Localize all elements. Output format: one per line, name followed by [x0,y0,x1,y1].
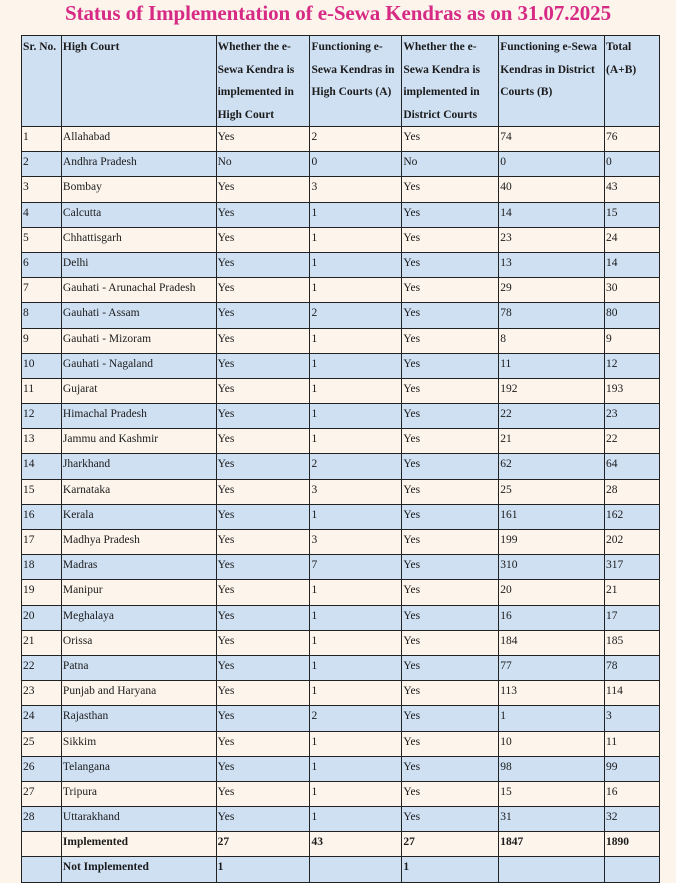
cell-implemented-dc: Yes [402,252,499,277]
cell-functioning-dc: 23 [499,227,605,252]
cell-sr-no: 26 [22,756,62,781]
cell-sr-no: 14 [22,454,62,479]
table-row [22,353,660,378]
table-row [22,152,660,177]
cell-high-court: Uttarakhand [61,807,216,832]
table-row [22,504,660,529]
summary-cell-implemented-dc: 27 [402,832,499,857]
cell-functioning-dc: 0 [499,152,605,177]
cell-functioning-dc: 21 [499,429,605,454]
cell-sr-no: 7 [22,278,62,303]
table-row [22,756,660,781]
cell-total: 9 [605,328,660,353]
cell-functioning-hc: 1 [310,681,402,706]
header-sr-no: Sr. No. [22,36,62,127]
header-functioning-dc: Functioning e-Sewa Kendras in District Courts (B) [499,36,605,127]
cell-implemented-dc: Yes [402,479,499,504]
cell-sr-no: 13 [22,429,62,454]
summary-row-implemented [22,832,660,857]
cell-total: 43 [605,177,660,202]
cell-high-court: Rajasthan [61,706,216,731]
cell-implemented-hc: Yes [216,454,310,479]
cell-implemented-dc: Yes [402,706,499,731]
cell-total: 0 [605,152,660,177]
cell-sr-no: 20 [22,605,62,630]
cell-high-court: Punjab and Haryana [61,681,216,706]
cell-implemented-dc: Yes [402,731,499,756]
cell-functioning-dc: 77 [499,655,605,680]
cell-implemented-hc: Yes [216,555,310,580]
cell-sr-no: 1 [22,127,62,152]
cell-functioning-dc: 98 [499,756,605,781]
table-row [22,681,660,706]
cell-total: 114 [605,681,660,706]
cell-implemented-dc: Yes [402,227,499,252]
cell-functioning-hc: 2 [310,127,402,152]
cell-functioning-hc: 1 [310,227,402,252]
cell-implemented-dc: Yes [402,781,499,806]
table-row [22,605,660,630]
cell-functioning-dc: 1 [499,706,605,731]
cell-functioning-hc: 1 [310,378,402,403]
cell-high-court: Allahabad [61,127,216,152]
cell-high-court: Chhattisgarh [61,227,216,252]
cell-total: 99 [605,756,660,781]
cell-functioning-hc: 1 [310,580,402,605]
table-row [22,177,660,202]
cell-total: 17 [605,605,660,630]
cell-total: 185 [605,630,660,655]
e-sewa-status-table [21,35,660,883]
table-row [22,429,660,454]
cell-high-court: Madras [61,555,216,580]
cell-sr-no: 11 [22,378,62,403]
table-row [22,807,660,832]
cell-total: 28 [605,479,660,504]
cell-implemented-hc: Yes [216,202,310,227]
cell-implemented-hc: Yes [216,655,310,680]
cell-total: 193 [605,378,660,403]
cell-sr-no: 21 [22,630,62,655]
cell-total: 14 [605,252,660,277]
cell-total: 78 [605,655,660,680]
cell-sr-no: 4 [22,202,62,227]
cell-functioning-hc: 3 [310,530,402,555]
cell-functioning-dc: 14 [499,202,605,227]
cell-sr-no: 2 [22,152,62,177]
cell-functioning-dc: 113 [499,681,605,706]
cell-high-court: Meghalaya [61,605,216,630]
table-row [22,530,660,555]
cell-implemented-hc: Yes [216,278,310,303]
cell-high-court: Bombay [61,177,216,202]
cell-high-court: Kerala [61,504,216,529]
summary-cell-functioning-hc [310,857,402,882]
cell-total: 22 [605,429,660,454]
cell-functioning-hc: 0 [310,152,402,177]
summary-cell-total [605,857,660,882]
cell-functioning-hc: 1 [310,353,402,378]
cell-functioning-hc: 2 [310,454,402,479]
cell-implemented-hc: Yes [216,127,310,152]
cell-functioning-hc: 1 [310,202,402,227]
cell-implemented-hc: Yes [216,706,310,731]
cell-high-court: Orissa [61,630,216,655]
cell-implemented-dc: Yes [402,454,499,479]
cell-total: 21 [605,580,660,605]
cell-sr-no: 6 [22,252,62,277]
table-row [22,655,660,680]
cell-high-court: Jharkhand [61,454,216,479]
cell-high-court: Calcutta [61,202,216,227]
table-row [22,202,660,227]
cell-total: 317 [605,555,660,580]
cell-implemented-hc: Yes [216,429,310,454]
summary-cell-functioning-dc: 1847 [499,832,605,857]
cell-implemented-hc: Yes [216,681,310,706]
cell-sr-no: 18 [22,555,62,580]
cell-high-court: Himachal Pradesh [61,404,216,429]
cell-sr-no: 5 [22,227,62,252]
cell-functioning-dc: 22 [499,404,605,429]
cell-sr-no: 15 [22,479,62,504]
cell-functioning-hc: 3 [310,177,402,202]
cell-sr-no: 28 [22,807,62,832]
cell-functioning-hc: 1 [310,807,402,832]
cell-functioning-hc: 1 [310,781,402,806]
cell-implemented-dc: Yes [402,580,499,605]
cell-implemented-dc: Yes [402,177,499,202]
cell-functioning-hc: 1 [310,655,402,680]
cell-total: 32 [605,807,660,832]
summary-cell-functioning-dc [499,857,605,882]
table-row [22,630,660,655]
cell-implemented-hc: Yes [216,605,310,630]
summary-cell-sr-no [22,832,62,857]
summary-cell-high-court: Not Implemented [61,857,216,882]
cell-total: 12 [605,353,660,378]
cell-implemented-hc: Yes [216,504,310,529]
cell-high-court: Gujarat [61,378,216,403]
header-functioning-hc: Functioning e-Sewa Kendras in High Courts (A) [310,36,402,127]
cell-implemented-hc: Yes [216,303,310,328]
cell-implemented-dc: Yes [402,328,499,353]
cell-functioning-dc: 161 [499,504,605,529]
summary-row-not-implemented [22,857,660,882]
cell-implemented-dc: Yes [402,807,499,832]
table-row [22,127,660,152]
cell-high-court: Jammu and Kashmir [61,429,216,454]
cell-implemented-dc: Yes [402,429,499,454]
cell-functioning-dc: 11 [499,353,605,378]
cell-implemented-hc: Yes [216,404,310,429]
cell-implemented-hc: Yes [216,177,310,202]
cell-functioning-dc: 13 [499,252,605,277]
table-row [22,781,660,806]
cell-implemented-hc: Yes [216,252,310,277]
table-row [22,580,660,605]
cell-functioning-hc: 1 [310,756,402,781]
cell-functioning-dc: 16 [499,605,605,630]
cell-total: 30 [605,278,660,303]
table-row [22,252,660,277]
cell-functioning-hc: 2 [310,706,402,731]
cell-functioning-hc: 1 [310,731,402,756]
cell-functioning-dc: 29 [499,278,605,303]
table-row [22,404,660,429]
cell-implemented-hc: Yes [216,227,310,252]
cell-high-court: Karnataka [61,479,216,504]
cell-total: 80 [605,303,660,328]
cell-functioning-hc: 1 [310,630,402,655]
table-row [22,479,660,504]
cell-total: 202 [605,530,660,555]
cell-total: 15 [605,202,660,227]
table-row [22,555,660,580]
cell-sr-no: 27 [22,781,62,806]
cell-implemented-hc: Yes [216,479,310,504]
cell-functioning-dc: 310 [499,555,605,580]
header-total: Total (A+B) [605,36,660,127]
cell-high-court: Patna [61,655,216,680]
cell-high-court: Manipur [61,580,216,605]
cell-implemented-dc: Yes [402,303,499,328]
cell-implemented-dc: Yes [402,681,499,706]
cell-sr-no: 24 [22,706,62,731]
cell-implemented-dc: Yes [402,555,499,580]
cell-implemented-hc: Yes [216,353,310,378]
cell-implemented-hc: No [216,152,310,177]
cell-implemented-dc: Yes [402,756,499,781]
cell-sr-no: 12 [22,404,62,429]
cell-implemented-hc: Yes [216,731,310,756]
cell-implemented-dc: No [402,152,499,177]
cell-total: 162 [605,504,660,529]
cell-sr-no: 8 [22,303,62,328]
summary-cell-implemented-hc: 27 [216,832,310,857]
header-high-court: High Court [61,36,216,127]
cell-high-court: Andhra Pradesh [61,152,216,177]
cell-sr-no: 19 [22,580,62,605]
cell-sr-no: 23 [22,681,62,706]
cell-implemented-hc: Yes [216,378,310,403]
page-title: Status of Implementation of e-Sewa Kendras as on 31.07.2025 [65,1,611,25]
cell-functioning-dc: 31 [499,807,605,832]
cell-total: 76 [605,127,660,152]
table-row [22,731,660,756]
cell-functioning-hc: 3 [310,479,402,504]
cell-functioning-hc: 1 [310,605,402,630]
cell-functioning-dc: 62 [499,454,605,479]
cell-implemented-dc: Yes [402,202,499,227]
cell-total: 23 [605,404,660,429]
cell-high-court: Delhi [61,252,216,277]
summary-cell-functioning-hc: 43 [310,832,402,857]
cell-implemented-dc: Yes [402,655,499,680]
summary-cell-implemented-hc: 1 [216,857,310,882]
cell-functioning-dc: 74 [499,127,605,152]
cell-functioning-dc: 40 [499,177,605,202]
cell-functioning-dc: 10 [499,731,605,756]
summary-cell-total: 1890 [605,832,660,857]
cell-high-court: Madhya Pradesh [61,530,216,555]
cell-sr-no: 25 [22,731,62,756]
cell-implemented-dc: Yes [402,278,499,303]
cell-functioning-hc: 1 [310,504,402,529]
cell-sr-no: 16 [22,504,62,529]
cell-functioning-dc: 78 [499,303,605,328]
cell-high-court: Gauhati - Nagaland [61,353,216,378]
cell-implemented-dc: Yes [402,630,499,655]
header-implemented-hc: Whether the e-Sewa Kendra is implemented in High Court [216,36,310,127]
cell-functioning-hc: 2 [310,303,402,328]
table-row [22,378,660,403]
cell-high-court: Sikkim [61,731,216,756]
cell-implemented-hc: Yes [216,807,310,832]
cell-implemented-hc: Yes [216,630,310,655]
summary-cell-sr-no [22,857,62,882]
cell-total: 3 [605,706,660,731]
cell-functioning-dc: 25 [499,479,605,504]
table-row [22,706,660,731]
header-implemented-dc: Whether the e-Sewa Kendra is implemented in District Courts [402,36,499,127]
cell-sr-no: 9 [22,328,62,353]
cell-total: 16 [605,781,660,806]
table-row [22,303,660,328]
cell-implemented-dc: Yes [402,530,499,555]
summary-cell-high-court: Implemented [61,832,216,857]
table-row [22,328,660,353]
cell-functioning-hc: 1 [310,404,402,429]
cell-total: 24 [605,227,660,252]
cell-functioning-hc: 1 [310,429,402,454]
cell-sr-no: 17 [22,530,62,555]
cell-implemented-dc: Yes [402,127,499,152]
cell-sr-no: 10 [22,353,62,378]
table-row [22,278,660,303]
cell-functioning-hc: 1 [310,278,402,303]
cell-implemented-dc: Yes [402,378,499,403]
cell-functioning-dc: 20 [499,580,605,605]
cell-implemented-hc: Yes [216,580,310,605]
cell-high-court: Tripura [61,781,216,806]
cell-high-court: Gauhati - Mizoram [61,328,216,353]
cell-functioning-hc: 1 [310,328,402,353]
cell-high-court: Gauhati - Arunachal Pradesh [61,278,216,303]
cell-sr-no: 3 [22,177,62,202]
cell-functioning-dc: 15 [499,781,605,806]
cell-implemented-dc: Yes [402,404,499,429]
cell-high-court: Telangana [61,756,216,781]
table-row [22,227,660,252]
cell-functioning-dc: 199 [499,530,605,555]
cell-implemented-hc: Yes [216,328,310,353]
header-row [22,36,660,127]
cell-functioning-dc: 192 [499,378,605,403]
cell-implemented-hc: Yes [216,756,310,781]
cell-implemented-hc: Yes [216,530,310,555]
cell-functioning-dc: 8 [499,328,605,353]
cell-functioning-hc: 1 [310,252,402,277]
cell-implemented-hc: Yes [216,781,310,806]
cell-functioning-hc: 7 [310,555,402,580]
cell-implemented-dc: Yes [402,504,499,529]
cell-implemented-dc: Yes [402,353,499,378]
summary-cell-implemented-dc: 1 [402,857,499,882]
cell-functioning-dc: 184 [499,630,605,655]
cell-total: 11 [605,731,660,756]
table-row [22,454,660,479]
cell-implemented-dc: Yes [402,605,499,630]
cell-high-court: Gauhati - Assam [61,303,216,328]
cell-sr-no: 22 [22,655,62,680]
cell-total: 64 [605,454,660,479]
